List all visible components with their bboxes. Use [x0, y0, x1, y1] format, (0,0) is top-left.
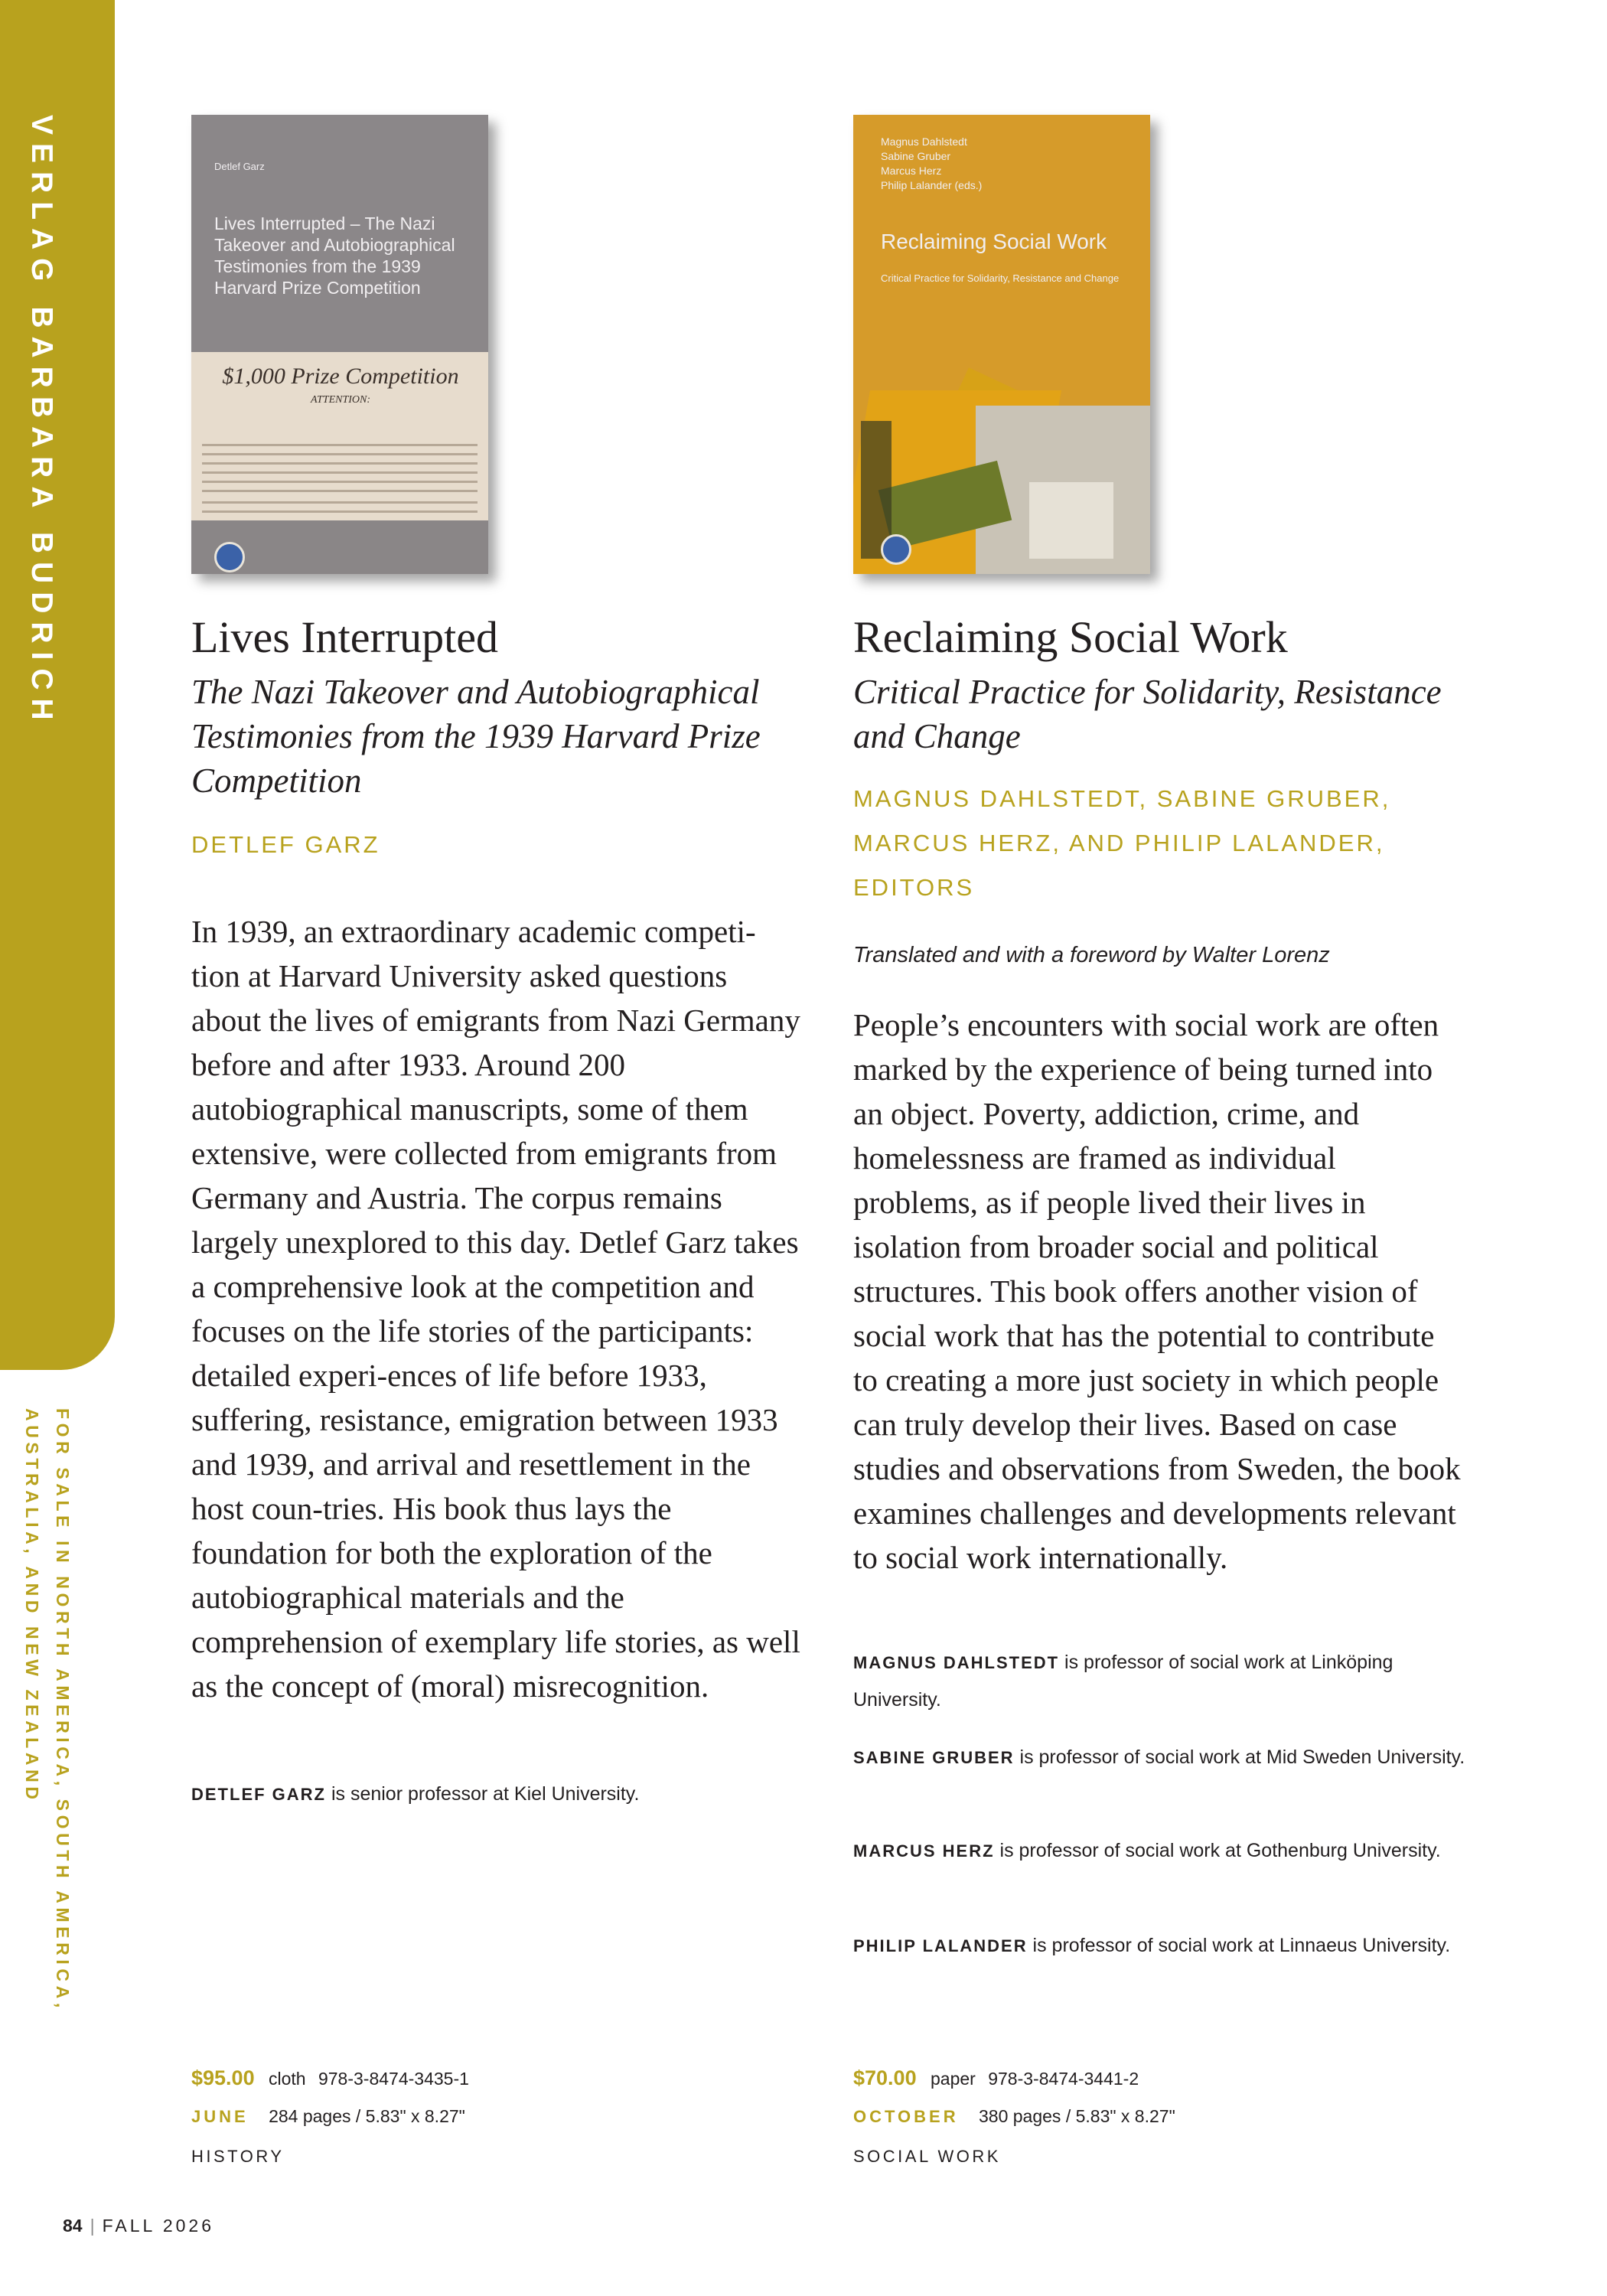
- publisher-logo-icon: [881, 534, 911, 565]
- price: $70.00: [853, 2066, 917, 2089]
- author-bio: [191, 1776, 804, 1813]
- cover-subtitle: Critical Practice for Solidarity, Resistance and Change: [881, 272, 1120, 284]
- book-subtitle: Critical Practice for Solidarity, Resistance and Change: [853, 673, 1442, 755]
- cover-prize-heading: $1,000 Prize Competition: [222, 364, 459, 389]
- book-cover: [853, 115, 1150, 574]
- catalog-season: FALL 2026: [102, 2216, 214, 2236]
- book-title: Lives Interrupted: [191, 612, 499, 662]
- author-bio: [853, 1644, 1465, 1719]
- pub-date-line: [191, 2106, 465, 2127]
- author-bio: [853, 1832, 1465, 1870]
- bio-name: SABINE GRUBER: [853, 1748, 1015, 1767]
- sales-territory: [17, 1408, 78, 2066]
- publisher-logo-icon: [214, 542, 245, 572]
- bio-text: is professor of social work at Linnaeus University.: [1027, 1935, 1451, 1956]
- page-count: 284 pages / 5.83" x 8.27": [269, 2106, 465, 2126]
- cover-authors: Magnus Dahlstedt Sabine Gruber Marcus Herz Philip Lalander (eds.): [881, 135, 983, 191]
- cover-attention: ATTENTION:: [310, 394, 371, 406]
- subject-category: SOCIAL WORK: [853, 2147, 1001, 2166]
- page-number: 84: [63, 2216, 83, 2236]
- bio-text: is professor of social work at Gothenburg University.: [994, 1840, 1441, 1861]
- bio-name: MARCUS HERZ: [853, 1841, 995, 1861]
- isbn: 978-3-8474-3435-1: [318, 2069, 469, 2089]
- bio-name: DETLEF GARZ: [191, 1785, 326, 1804]
- sales-territory-line-2: AUSTRALIA, AND NEW ZEALAND: [22, 1408, 42, 1804]
- subject-category: HISTORY: [191, 2147, 285, 2166]
- binding: paper: [930, 2069, 976, 2089]
- price-line: [191, 2066, 469, 2090]
- price-line: [853, 2066, 1139, 2090]
- translator-credit: Translated and with a foreword by Walter Lorenz: [853, 943, 1330, 967]
- cover-title: Reclaiming Social Work: [881, 230, 1107, 253]
- book-author: DETLEF GARZ: [191, 831, 380, 858]
- bio-name: MAGNUS DAHLSTEDT: [853, 1653, 1060, 1672]
- cover-title: Lives Interrupted – The Nazi Takeover and Autobiographical Testimonies from the 1939 Harvard Prize Competition: [214, 214, 455, 298]
- page-footer: [63, 2216, 214, 2236]
- bio-text: is professor of social work at Linköping University.: [853, 1652, 1393, 1711]
- cover-author: Detlef Garz: [214, 161, 265, 172]
- book-cover: [191, 115, 488, 574]
- pub-month: JUNE: [191, 2107, 249, 2126]
- book-subtitle: The Nazi Takeover and Autobiographical Testimonies from the 1939 Harvard Prize Competition: [191, 673, 761, 800]
- bio-text: is professor of social work at Mid Sweden University.: [1014, 1746, 1465, 1768]
- book-title: Reclaiming Social Work: [853, 612, 1288, 662]
- price: $95.00: [191, 2066, 255, 2089]
- author-bio: [853, 1927, 1465, 1965]
- publisher-name: VERLAG BARBARA BUDRICH: [25, 115, 58, 729]
- bio-name: PHILIP LALANDER: [853, 1936, 1028, 1955]
- book-description: People’s encounters with social work are often marked by the experience of being turned into an object. Poverty, addiction, crime, and homelessness are framed as individual problems, as if people lived their lives in isolation from broader social and political structures. This book offers another vision of social work that has the potential to contribute to creating a more just society in which people can truly develop their lives. Based on case studies and observations from Sweden, the book examines challenges and developments relevant to social work internationally.: [853, 1007, 1461, 1575]
- footer-separator: |: [90, 2216, 95, 2236]
- sales-territory-line-1: FOR SALE IN NORTH AMERICA, SOUTH AMERICA,: [53, 1408, 73, 2012]
- author-bio: [853, 1739, 1465, 1776]
- book-editors: MAGNUS DAHLSTEDT, SABINE GRUBER, MARCUS HERZ, AND PHILIP LALANDER, EDITORS: [853, 785, 1391, 901]
- book-description: In 1939, an extraordinary academic competi-tion at Harvard University asked questions about the lives of emigrants from Nazi Germany before and after 1933. Around 200 autobiographical manuscripts, some of them extensive, were collected from emigrants from Germany and Austria. The corpus remains largely unexplored to this day. Detlef Garz takes a comprehensive look at the competition and focuses on the life stories of the participants: detailed experi-ences of life before 1933, suffering, resistance, emigration between 1933 and 1939, and arrival and resettlement in the host coun-tries. His book thus lays the foundation for both the exploration of the autobiographical materials and the comprehension of exemplary life stories, as well as the concept of (moral) misrecognition.: [191, 914, 800, 1704]
- pub-date-line: [853, 2106, 1175, 2127]
- bio-text: is senior professor at Kiel University.: [326, 1783, 640, 1805]
- page-count: 380 pages / 5.83" x 8.27": [979, 2106, 1175, 2126]
- isbn: 978-3-8474-3441-2: [988, 2069, 1139, 2089]
- binding: cloth: [268, 2069, 306, 2089]
- pub-month: OCTOBER: [853, 2107, 959, 2126]
